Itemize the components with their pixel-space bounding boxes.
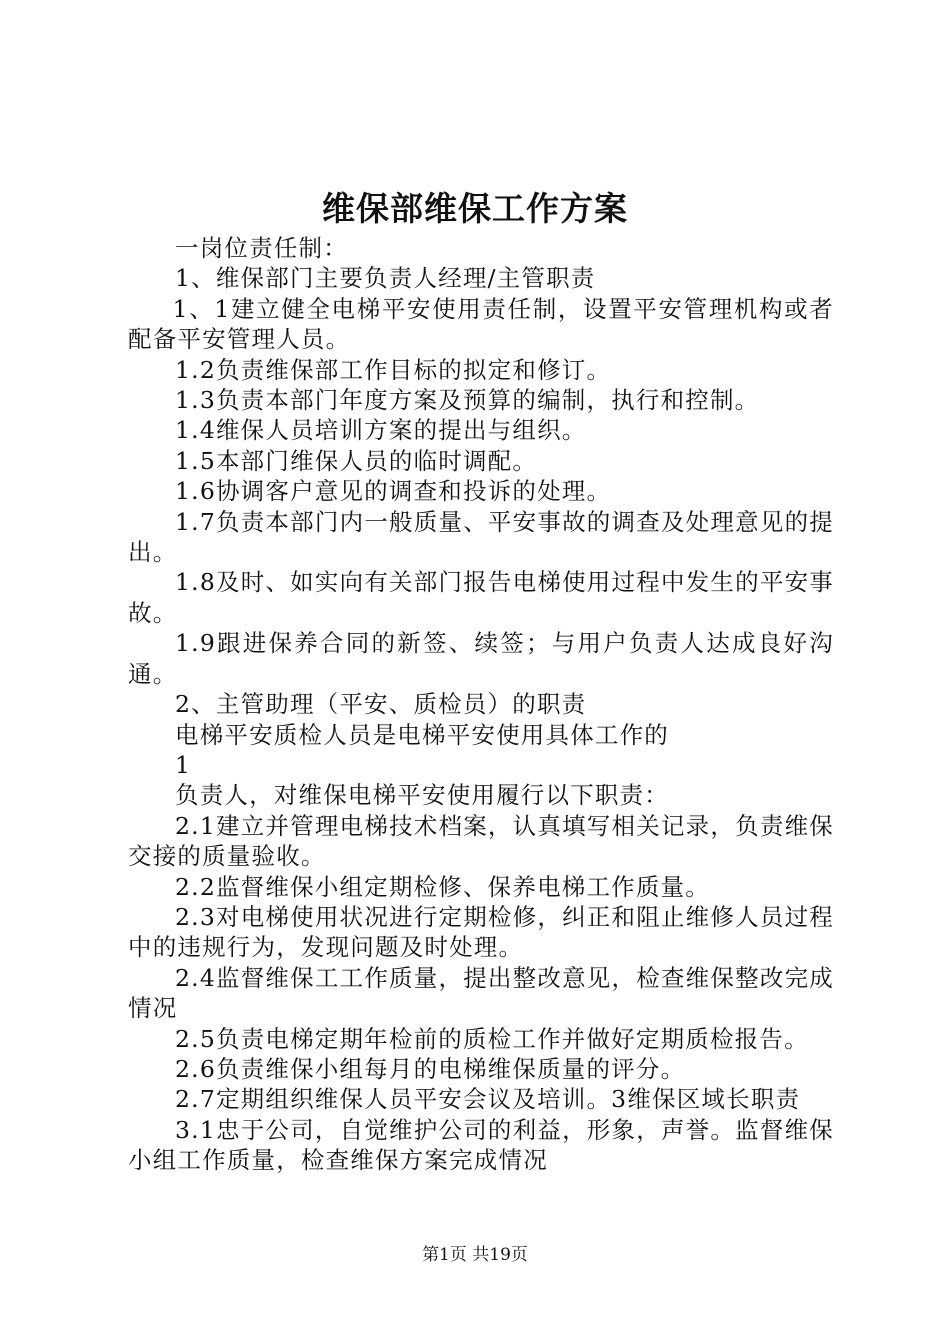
paragraph: 3.1忠于公司，自觉维护公司的利益，形象，声誉。监督维保小组工作质量，检查维保方案完成情况 xyxy=(128,1115,834,1175)
paragraph: 1、1建立健全电梯平安使用责任制，设置平安管理机构或者配备平安管理人员。 xyxy=(128,294,834,354)
paragraph: 1.8及时、如实向有关部门报告电梯使用过程中发生的平安事故。 xyxy=(128,568,834,627)
paragraph: 2.3对电梯使用状况进行定期检修，纠正和阻止维修人员过程中的违规行为，发现问题及时处理。 xyxy=(128,902,834,962)
paragraph: 电梯平安质检人员是电梯平安使用具体工作的 xyxy=(175,720,669,749)
paragraph: 2.5负责电梯定期年检前的质检工作并做好定期质检报告。 xyxy=(175,1024,809,1053)
paragraph: 一岗位责任制： xyxy=(175,234,348,262)
paragraph: 1.3负责本部门年度方案及预算的编制，执行和控制。 xyxy=(175,386,760,415)
paragraph: 1.5本部门维保人员的临时调配。 xyxy=(175,446,538,475)
paragraph: 1.9跟进保养合同的新签、续签；与用户负责人达成良好沟通。 xyxy=(128,629,834,688)
paragraph: 1.4维保人员培训方案的提出与组织。 xyxy=(175,416,587,445)
paragraph: 1.7负责本部门内一般质量、平安事故的调查及处理意见的提出。 xyxy=(128,507,834,567)
paragraph: 1、维保部门主要负责人经理/主管职责 xyxy=(175,264,596,293)
document-title: 维保部维保工作方案 xyxy=(322,189,628,228)
paragraph: 2.1建立并管理电梯技术档案，认真填写相关记录，负责维保交接的质量验收。 xyxy=(128,811,834,871)
paragraph: 2.2监督维保小组定期检修、保养电梯工作质量。 xyxy=(175,872,710,901)
paragraph: 1.2负责维保部工作目标的拟定和修订。 xyxy=(175,355,612,384)
paragraph: 1 xyxy=(175,750,192,779)
paragraph: 2.4监督维保工工作质量，提出整改意见，检查维保整改完成情况 xyxy=(128,963,834,1023)
paragraph: 2.6负责维保小组每月的电梯维保质量的评分。 xyxy=(175,1054,686,1083)
paragraph: 2、主管助理（平安、质检员）的职责 xyxy=(175,690,587,719)
paragraph: 1.6协调客户意见的调查和投诉的处理。 xyxy=(175,477,612,506)
paragraph: 负责人，对维保电梯平安使用履行以下职责： xyxy=(175,781,669,810)
paragraph: 2.7定期组织维保人员平安会议及培训。3维保区域长职责 xyxy=(175,1085,801,1114)
document-body xyxy=(128,233,834,1176)
page-number-footer: 第1页 共19页 xyxy=(422,1245,528,1265)
